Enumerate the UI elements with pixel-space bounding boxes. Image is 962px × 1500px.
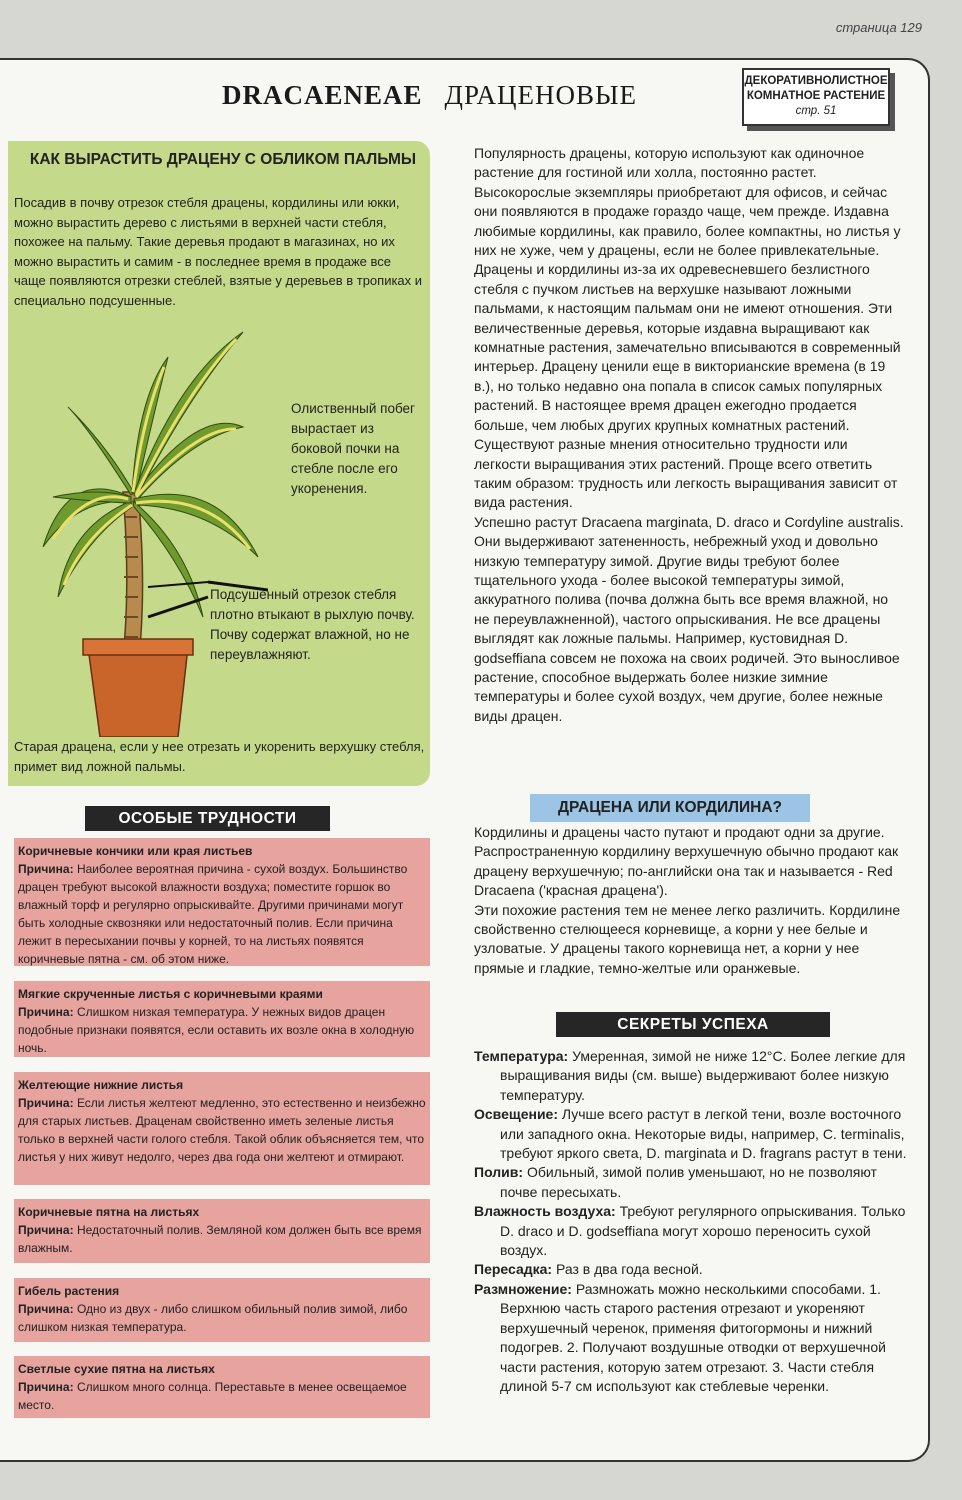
secret-item: Влажность воздуха: Требуют регулярного опрыскивания. Только D. draco и D. godseffiana могут хорошо переносить сухой воздух. <box>474 1203 906 1259</box>
secrets-heading: СЕКРЕТЫ УСПЕХА <box>556 1012 830 1037</box>
problem-title: Гибель растения <box>18 1284 120 1298</box>
problem-card <box>14 1072 430 1185</box>
page-title <box>222 80 637 111</box>
cutting-note: Подсушенный отрезок стебля плотно втыкают в рыхлую почву. Почву содержат влажной, но не переувлажняют. <box>210 587 415 662</box>
grow-box-footer: Старая драцена, если у нее отрезать и укоренить верхушку стебля, примет вид ложной пальмы. <box>14 739 425 774</box>
problem-card <box>14 838 430 966</box>
problem-title: Мягкие скрученные листья с коричневыми краями <box>18 987 323 1001</box>
problem-card <box>14 981 430 1057</box>
problem-card <box>14 1356 430 1418</box>
difficulties-heading: ОСОБЫЕ ТРУДНОСТИ <box>85 806 330 831</box>
article-paragraph: Драцены и кордилины из-за их одревесневшего безлистного стебля с пучком листьев на верхушке называют ложными пальмами, к настоящим пальмам они не имеют отношения. Эти величественные деревья, которые издавна выращивают как комнатные растения, замечательно вписываются в современный интерьер. Драцену ценили еще в викторианские времена (в 19 в.), но только недавно она попала в список самых популярных растений. В настоящее время драцен ежегодно продается больше, чем любых других крупных комнатных растений. <box>474 261 901 433</box>
problem-text: Причина: Одно из двух - либо слишком обильный полив зимой, либо слишком низкая температура. <box>18 1302 408 1334</box>
plant-illustration <box>28 317 268 737</box>
dracaena-or-cordyline-heading: ДРАЦЕНА ИЛИ КОРДИЛИНА? <box>530 794 810 822</box>
problem-text: Причина: Наиболее вероятная причина - сухой воздух. Большинство драцен требуют высокой влажности воздуха; поместите горшок во влажный торф и регулярно опрыскивайте. Другими причинами могут быть холодные сквозняки или недостаточный полив. Если причина лежит в пересыхании почвы у корней, то на листьях появятся коричневые пятна - см. об этом ниже. <box>18 862 408 966</box>
badge-page-ref: стр. 51 <box>795 105 837 117</box>
article-paragraph: Существуют разные мнения относительно трудности или легкости выращивания этих растений. Проще всего ответить таким образом: трудность или легкость выращивания зависит от вида растения. <box>474 436 898 511</box>
category-badge <box>742 68 890 126</box>
problem-text: Причина: Если листья желтеют медленно, это естественно и неизбежно для старых листьев. Драценам свойственно иметь зеленые листья только в верхней части голого стебля. Такой облик объясняется тем, что листья у них живут недолго, через два года они желтеют и отмирают. <box>18 1096 426 1164</box>
grow-box-intro: Посадив в почву отрезок стебля драцены, кордилины или юкки, можно вырастить дерево с листьями в верхней части стебля, похожее на пальму. Такие деревья продают в магазинах, но их можно вырастить и самим - в последнее время в продаже все чаще появляются отрезки стеблей, взятые у деревьев в тропиках и специально подсушенные. <box>14 195 423 308</box>
badge-line2: КОМНАТНОЕ РАСТЕНИЕ <box>746 90 886 102</box>
problem-title: Светлые сухие пятна на листьях <box>18 1362 215 1376</box>
problem-text: Причина: Слишком низкая температура. У нежных видов драцен подобные признаки появятся, если оставить их возле окна в холодную ночь. <box>18 1005 415 1055</box>
problem-card <box>14 1199 430 1263</box>
dracaena-or-cordyline-text <box>474 823 906 978</box>
grow-box-heading: КАК ВЫРАСТИТЬ ДРАЦЕНУ С ОБЛИКОМ ПАЛЬМЫ <box>29 151 417 168</box>
article-paragraph: Кордилины и драцены часто путают и продают одни за другие. Распространенную кордилину верхушечную обычно продают как драцену верхушечную; по-английски она так и называется - Red Dracaena ('красная драцена'). <box>474 824 899 899</box>
badge-line1: ДЕКОРАТИВНОЛИСТНОЕ <box>744 75 888 87</box>
article-paragraph: Популярность драцены, которую используют как одиночное растение для гостиной или холла, постоянно растет. Высокорослые экземпляры приобретают для офисов, и сейчас они появляются в продаже гораздо чаще, чем прежде. Издавна любимые кордилины, как правило, более компактны, но листья у них не хуже, чем у драцены, если не более привлекательные. <box>474 145 901 259</box>
secret-item: Пересадка: Раз в два года весной. <box>474 1261 703 1278</box>
secret-item: Освещение: Лучше всего растут в легкой тени, возле восточного или западного окна. Некоторые виды, например, C. terminalis, требуют яркого света, D. marginata и D. fragrans растут в тени. <box>474 1106 907 1162</box>
article-paragraph: Успешно растут Dracaena marginata, D. draco и Cordyline australis. Они выдерживают затененность, небрежный уход и довольно низкую температуру зимой. Другие виды требуют более тщательного ухода - более высокой температуры зимой, аккуратного полива (почва должна быть все время влажной, но не переувлажненной), частого опрыскивания. Не все драцены выглядят как ложные пальмы. Например, кустовидная D. godseffiana совсем не похожа на своих родичей. Это выносливое растение, способное выдержать более низкие зимние температуры и более сухой воздух, чем другие, более нежные виды драцен. <box>474 513 904 724</box>
grow-palm-box <box>8 141 430 786</box>
secret-item: Температура: Умеренная, зимой не ниже 12°С. Более легкие для выращивания виды (см. выше) выдерживают более низкую температуру. <box>474 1048 906 1103</box>
secrets-list <box>474 1047 910 1396</box>
shoot-note: Олиственный побег вырастает из боковой почки на стебле после его укоренения. <box>291 401 415 496</box>
title-russian: ДРАЦЕНОВЫЕ <box>444 80 638 110</box>
article-paragraph: Эти похожие растения тем не менее легко различить. Кордилине свойственно стелющееся корневище, а корни у нее белые и узловатые. У драцены такого корневища нет, а корни у нее прямые и гладкие, темно-желтые или оранжевые. <box>474 901 901 976</box>
problem-text: Причина: Недостаточный полив. Земляной ком должен быть все время влажным. <box>18 1223 422 1255</box>
secret-item: Размножение: Размножать можно несколькими способами. 1. Верхнюю часть старого растения отрезают и укореняют верхушечный черенок, применяя фитогормоны и нижний подогрев. 2. Получают воздушные отводки от верхушечной части растения, которую затем отрезают. 3. Части стебля длиной 5-7 см используют как стеблевые черенки. <box>474 1280 886 1394</box>
problem-text: Причина: Слишком много солнца. Переставьте в менее освещаемое место. <box>18 1380 407 1412</box>
main-article <box>474 144 906 726</box>
problem-title: Желтеющие нижние листья <box>18 1078 184 1092</box>
problem-card <box>14 1278 430 1342</box>
title-latin: DRACAENEAE <box>222 80 423 110</box>
problem-title: Коричневые кончики или края листьев <box>18 844 253 858</box>
secret-item: Полив: Обильный, зимой полив уменьшают, но не позволяют почве пересыхать. <box>474 1164 877 1200</box>
page-number: страница 129 <box>835 20 922 35</box>
problem-title: Коричневые пятна на листьях <box>18 1205 200 1219</box>
